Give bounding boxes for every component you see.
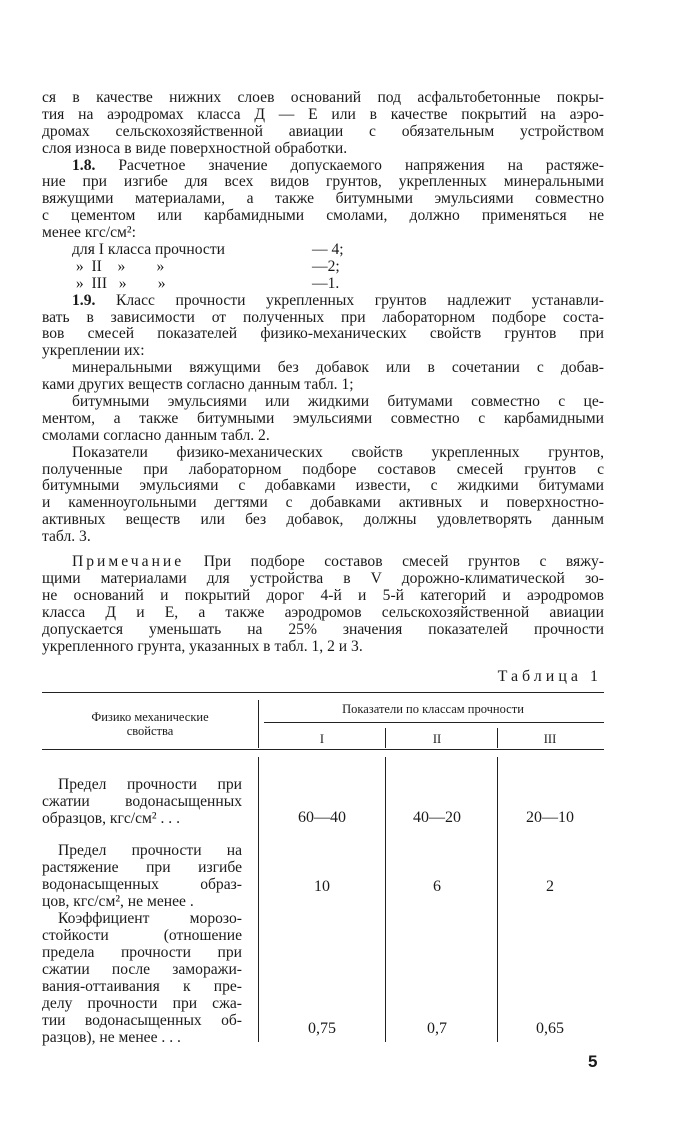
text-line (42, 411, 604, 428)
body-text (42, 90, 604, 655)
text-line (42, 622, 604, 639)
property-line: растяжение при изгибе (42, 859, 242, 876)
table-caption: Таблица 1 (497, 668, 602, 685)
text-line (42, 208, 604, 225)
text-line (42, 293, 604, 310)
table-row-property (42, 910, 242, 1046)
text-line (42, 394, 604, 411)
line-text: класса Д и Е, а также аэродромов сельскохозяйственной авиации (42, 603, 604, 621)
text-line (42, 529, 604, 546)
table-cell-value: 0,7 (427, 1020, 447, 1037)
section-number: 1.8. (72, 156, 96, 174)
text-line (42, 343, 604, 360)
property-line: разцов), не менее . . . (42, 1029, 181, 1046)
line-text: вать в зависимости от полученных при лабораторном подборе соста- (42, 308, 604, 326)
line-text: вов смесей показателей физико-механических свойств грунтов при (42, 325, 604, 343)
line-text: укрепленного грунта, указанных в табл. 1, 2 и 3. (42, 637, 363, 655)
paragraph (42, 360, 604, 394)
text-line (42, 571, 604, 588)
text-line (42, 360, 604, 377)
line-text: битумными эмульсиями или жидкими битумами совместно с це- (72, 393, 604, 411)
line-text: с цементом или карбамидными смолами, должно применяться не (42, 207, 604, 225)
line-text: смолами согласно данным табл. 2. (42, 426, 270, 444)
line-text: Показатели физико-механических свойств укрепленных грунтов, (72, 443, 604, 461)
paragraph (42, 445, 604, 546)
line-text: не оснований и покрытий дорог 4-й и 5-й категорий и аэродромов (42, 586, 604, 604)
table-cell-value: 40—20 (413, 809, 461, 826)
text-line (42, 377, 604, 394)
property-line: образцов, кгс/см² . . . (42, 810, 180, 827)
text-line (42, 512, 604, 529)
list-item-label: » III » » (72, 274, 166, 292)
line-text: ся в качестве нижних слоев оснований под асфальтобетонные покры- (42, 89, 604, 106)
line-text: минеральными вяжущими без добавок или в сочетании с добав- (72, 359, 604, 377)
property-line: водонасыщенных образ- (42, 876, 242, 893)
text-line (42, 605, 604, 622)
property-line: Коэффициент морозо- (58, 910, 242, 927)
header-class-1: I (319, 732, 325, 746)
property-line: цов, кгс/см², не менее . (42, 893, 194, 910)
table-cell-value: 6 (433, 878, 441, 895)
line-text: тия на аэродромах класса Д — Е или в качестве покрытий на аэро- (42, 105, 604, 123)
property-line: делу прочности при сжа- (42, 995, 242, 1012)
property-line: вания-оттаивания к пре- (42, 978, 242, 995)
line-text: слоя износа в виде поверхностной обработки. (42, 139, 348, 157)
text-line (42, 445, 604, 462)
paragraph (42, 554, 604, 655)
note-label: Примечание (72, 553, 185, 571)
header-bottom-rule (42, 749, 604, 750)
line-text: допускается уменьшать на 25% значения показателей прочности (42, 620, 604, 638)
list-item-label: для I класса прочности (72, 241, 225, 259)
line-text: ние при изгибе для всех видов грунтов, укрепленных минеральными (42, 173, 604, 191)
line-text: Класс прочности укрепленных грунтов надлежит устанавли- (115, 291, 604, 309)
text-line (42, 141, 604, 158)
header-class-2: II (432, 732, 442, 746)
table-cell-value: 0,75 (308, 1020, 336, 1037)
text-line (42, 326, 604, 343)
column-divider (258, 700, 259, 748)
header-property-line: свойства (126, 724, 174, 738)
property-line: тии водонасыщенных об- (42, 1012, 242, 1029)
table-top-rule (42, 692, 604, 693)
paragraph (42, 90, 604, 158)
table-cell-value: 2 (546, 878, 554, 895)
paragraph (42, 293, 604, 361)
table-cell-value: 60—40 (298, 809, 346, 826)
line-text: битумными эмульсиями с добавками извести, с жидкими битумами (42, 477, 604, 495)
column-divider (258, 757, 259, 1042)
text-line (42, 158, 604, 175)
table-row-property (42, 776, 242, 827)
line-text: табл. 3. (42, 528, 91, 546)
text-line (42, 428, 604, 445)
section-number: 1.9. (72, 291, 96, 309)
header-sub-rule (264, 722, 604, 723)
list-item (42, 242, 604, 259)
line-text: и каменноугольными дегтями с добавками активных и поверхностно- (42, 494, 604, 512)
table-cell-value: 0,65 (536, 1020, 564, 1037)
property-line: стойкости (отношение (42, 927, 242, 944)
header-class-3: III (543, 732, 557, 746)
table-row-property (42, 842, 242, 910)
line-text: укреплении их: (42, 342, 145, 360)
property-line: сжатии водонасыщенных (42, 793, 242, 810)
text-line (42, 191, 604, 208)
property-line: Предел прочности на (58, 842, 242, 859)
paragraph (42, 158, 604, 242)
list-item-label: » II » » (72, 257, 165, 275)
text-line (42, 495, 604, 512)
header-property-line: Физико механические (91, 710, 209, 724)
property-line: предела прочности при (42, 944, 242, 961)
line-text: ментом, а также битумными эмульсиями совместно с карбамидными (42, 409, 604, 427)
paragraph (42, 394, 604, 445)
list-item-value: — 4; (312, 241, 344, 259)
text-line (42, 462, 604, 479)
list-item (42, 259, 604, 276)
line-text: При подборе составов смесей грунтов с вяжу- (203, 553, 604, 571)
text-line (42, 310, 604, 327)
text-line (42, 478, 604, 495)
line-text: Расчетное значение допускаемого напряжения на растяже- (118, 156, 604, 174)
text-line (42, 124, 604, 141)
line-text: вяжущими материалами, а также битумными эмульсиями совместно (42, 190, 604, 208)
list-item (42, 276, 604, 293)
column-divider (385, 728, 386, 748)
header-property (42, 710, 258, 738)
column-divider (385, 757, 386, 1042)
text-line (42, 174, 604, 191)
text-line (42, 90, 604, 107)
column-divider (497, 728, 498, 748)
column-divider (497, 757, 498, 1042)
list-item-value: —2; (312, 257, 340, 275)
text-line (42, 107, 604, 124)
table-cell-value: 20—10 (526, 809, 574, 826)
line-text: щими материалами для устройства в V дорожно-климатической зо- (42, 569, 604, 587)
line-text: полученные при лабораторном подборе составов смесей грунтов с (42, 460, 604, 478)
line-text: ками других веществ согласно данным табл. 1; (42, 376, 354, 394)
text-line (42, 225, 604, 242)
line-text: дромах сельскохозяйственной авиации с обязательным устройством (42, 122, 604, 140)
text-line (42, 554, 604, 571)
property-line: Предел прочности при (58, 776, 242, 793)
property-line: сжатии после заморажи- (42, 961, 242, 978)
table-1 (42, 692, 604, 1046)
table-cell-value: 10 (314, 878, 330, 895)
text-line (42, 639, 604, 656)
list-item-value: —1. (312, 274, 340, 292)
header-group: Показатели по классам прочности (342, 702, 524, 716)
page-number: 5 (588, 1052, 598, 1071)
line-text: менее кгс/см²: (42, 224, 136, 242)
line-text: активных веществ или без добавок, должны удовлетворять данным (42, 511, 604, 529)
text-line (42, 588, 604, 605)
